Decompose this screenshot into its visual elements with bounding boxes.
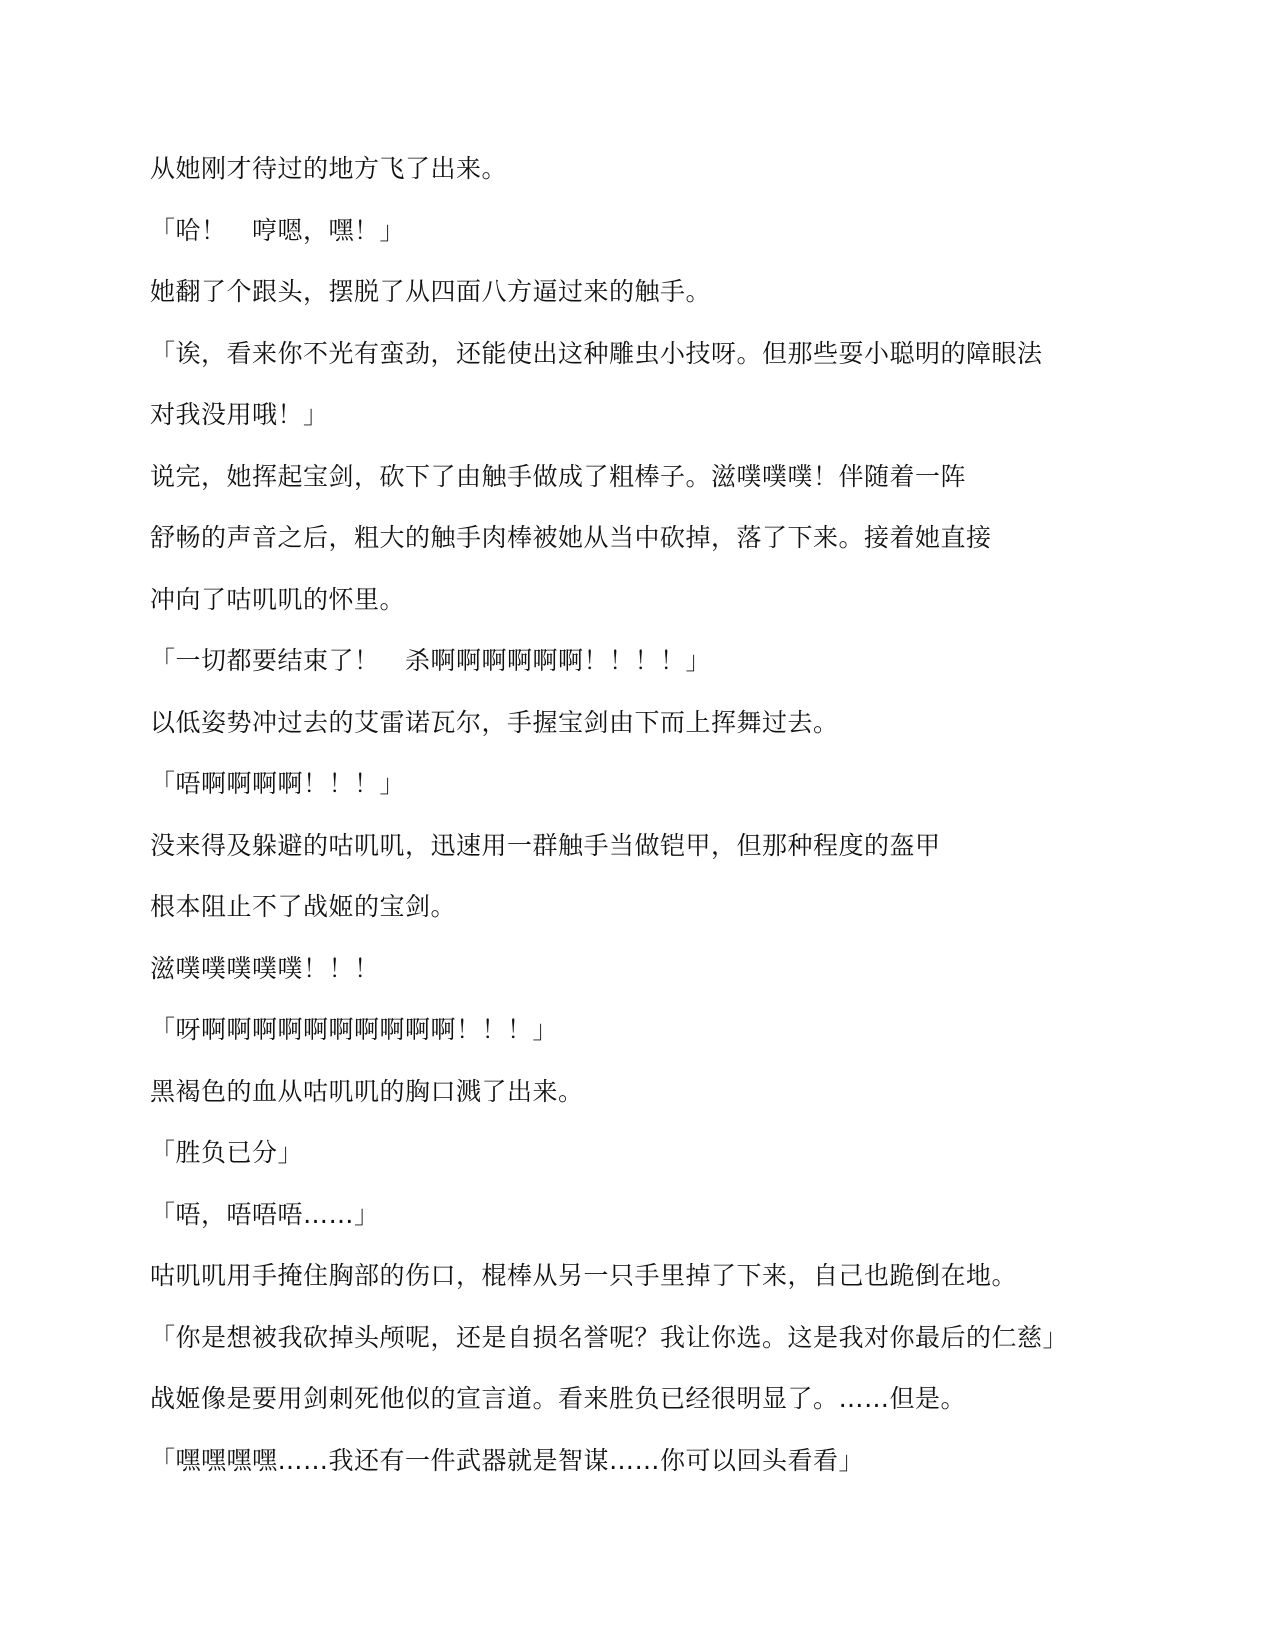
text-line: 以低姿势冲过去的艾雷诺瓦尔，手握宝剑由下而上挥舞过去。 bbox=[150, 707, 839, 737]
body-text bbox=[150, 138, 1130, 1491]
dialogue-line: 「哈！ 哼嗯，嘿！」 bbox=[150, 215, 406, 245]
dialogue-line: 「胜负已分」 bbox=[150, 1138, 304, 1167]
dialogue-line: 「嘿嘿嘿嘿……我还有一件武器就是智谋……你可以回头看看」 bbox=[150, 1445, 865, 1475]
text-line: 冲向了咕叽叽的怀里。 bbox=[150, 584, 406, 614]
text-line: 舒畅的声音之后，粗大的触手肉棒被她从当中砍掉，落了下来。接着她直接 bbox=[150, 523, 992, 552]
text-line: 说完，她挥起宝剑，砍下了由触手做成了粗棒子。滋噗噗噗！伴随着一阵 bbox=[150, 461, 967, 491]
dialogue-line: 「一切都要结束了！ 杀啊啊啊啊啊啊！！！！」 bbox=[150, 646, 712, 675]
text-line: 没来得及躲避的咕叽叽，迅速用一群触手当做铠甲，但那种程度的盔甲 bbox=[150, 830, 941, 860]
text-line: 根本阻止不了战姬的宝剑。 bbox=[150, 892, 457, 921]
dialogue-line: 「呀啊啊啊啊啊啊啊啊啊啊！！！」 bbox=[150, 1015, 559, 1044]
dialogue-line: 「你是想被我砍掉头颅呢，还是自损名誉呢？我让你选。这是我对你最后的仁慈」 bbox=[150, 1322, 1069, 1352]
text-line: 战姬像是要用剑刺死他似的宣言道。看来胜负已经很明显了。……但是。 bbox=[150, 1384, 967, 1413]
text-line: 从她刚才待过的地方飞了出来。 bbox=[150, 154, 508, 183]
text-line: 滋噗噗噗噗噗！！！ bbox=[150, 953, 380, 983]
text-line: 黑褐色的血从咕叽叽的胸口溅了出来。 bbox=[150, 1076, 584, 1106]
text-line: 咕叽叽用手掩住胸部的伤口，棍棒从另一只手里掉了下来，自己也跪倒在地。 bbox=[150, 1261, 1018, 1290]
dialogue-line: 「唔，唔唔唔……」 bbox=[150, 1199, 380, 1229]
dialogue-line: 对我没用哦！」 bbox=[150, 400, 329, 429]
dialogue-line: 「诶，看来你不光有蛮劲，还能使出这种雕虫小技呀。但那些耍小聪明的障眼法 bbox=[150, 338, 1043, 368]
text-line: 她翻了个跟头，摆脱了从四面八方逼过来的触手。 bbox=[150, 277, 712, 306]
dialogue-line: 「唔啊啊啊啊！！！」 bbox=[150, 769, 406, 798]
